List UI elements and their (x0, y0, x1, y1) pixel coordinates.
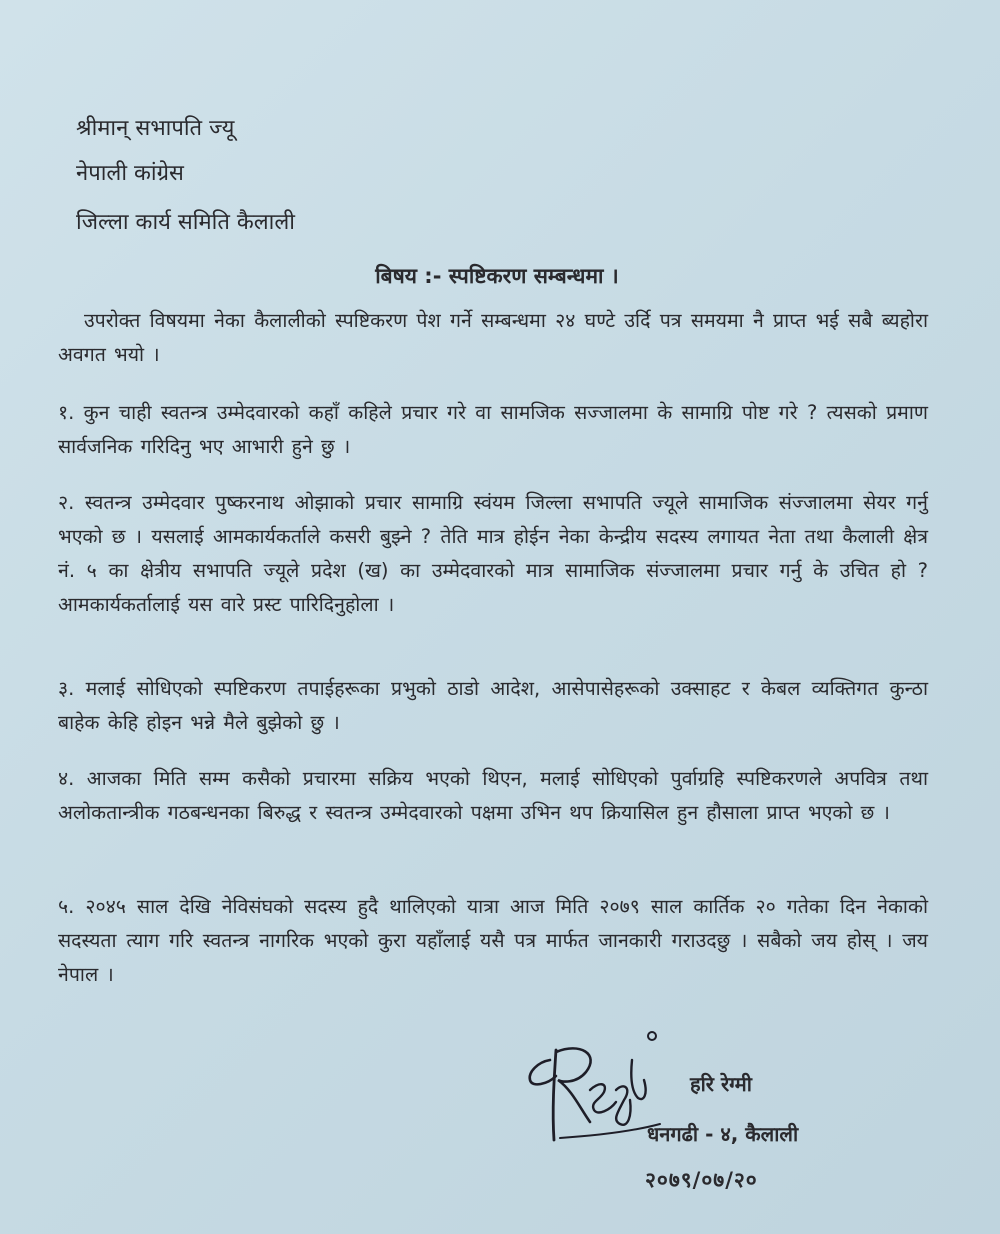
recipient-line-organization: नेपाली कांग्रेस (76, 161, 184, 186)
signatory-address: धनगढी - ४, कैलाली (647, 1122, 799, 1146)
paragraph-point-2: २. स्वतन्त्र उम्मेदवार पुष्करनाथ ओझाको प्रचार सामाग्रि स्वंयम जिल्ला सभापति ज्यूले सामाजिक संज्जालमा सेयर गर्नु भएको छ । यसलाई आमकार्यकर्ताले कसरी बुझ्ने ? तेति मात्र होईन नेका केन्द्रीय सदस्य लगायत नेता तथा कैलाली क्षेत्र नं. ५ का क्षेत्रीय सभापति ज्यूले प्रदेश (ख) का उम्मेदवारको मात्र सामाजिक संज्जालमा प्रचार गर्नु के उचित हो ? आमकार्यकर्तालाई यस वारे प्रस्ट पारिदिनुहोला । (58, 491, 928, 616)
paragraph-point-1: १. कुन चाही स्वतन्त्र उम्मेदवारको कहाँ कहिले प्रचार गरे वा सामजिक सज्जालमा के सामाग्रि पोष्ट गरे ? त्यसको प्रमाण सार्वजनिक गरिदिनु भए आभारी हुने छु । (58, 401, 928, 458)
signatory-name: हरि रेग्मी (690, 1072, 752, 1096)
letter-date: २०७९/०७/२० (645, 1168, 758, 1192)
paragraph-point-3: ३. मलाई सोधिएको स्पष्टिकरण तपाईहरूका प्रभुको ठाडो आदेश, आसेपासेहरूको उक्साहट र केबल व्यक्तिगत कुन्ठा बाहेक केहि होइन भन्ने मैले बुझेको छु । (58, 677, 928, 734)
letter-subject (0, 262, 1000, 290)
recipient-line-title: श्रीमान् सभापति ज्यू (76, 116, 235, 141)
letter-subject-text: बिषय :- स्पष्टिकरण सम्बन्धमा । (375, 264, 619, 288)
recipient-line-committee: जिल्ला कार्य समिति कैलाली (76, 210, 295, 235)
paragraph-point-4: ४. आजका मिति सम्म कसैको प्रचारमा सक्रिय भएको थिएन, मलाई सोधिएको पुर्वाग्रहि स्पष्टिकरणले अपवित्र तथा अलोकतान्त्रीक गठबन्धनका बिरुद्ध र स्वतन्त्र उम्मेदवारको पक्षमा उभिन थप क्रियासिल हुन हौसाला प्राप्त भएको छ । (58, 767, 928, 824)
paragraph-point-5: ५. २०४५ साल देखि नेविसंघको सदस्य हुदै थालिएको यात्रा आज मिति २०७९ साल कार्तिक २० गतेका दिन नेकाको सदस्यता त्याग गरि स्वतन्त्र नागरिक भएको कुरा यहाँलाई यसै पत्र मार्फत जानकारी गराउदछु । सबैको जय होस् । जय नेपाल । (58, 895, 928, 986)
paragraph-intro: उपरोक्त विषयमा नेका कैलालीको स्पष्टिकरण पेश गर्ने सम्बन्धमा २४ घण्टे उर्दि पत्र समयमा नै प्राप्त भई सबै ब्यहोरा अवगत भयो । (58, 309, 928, 366)
